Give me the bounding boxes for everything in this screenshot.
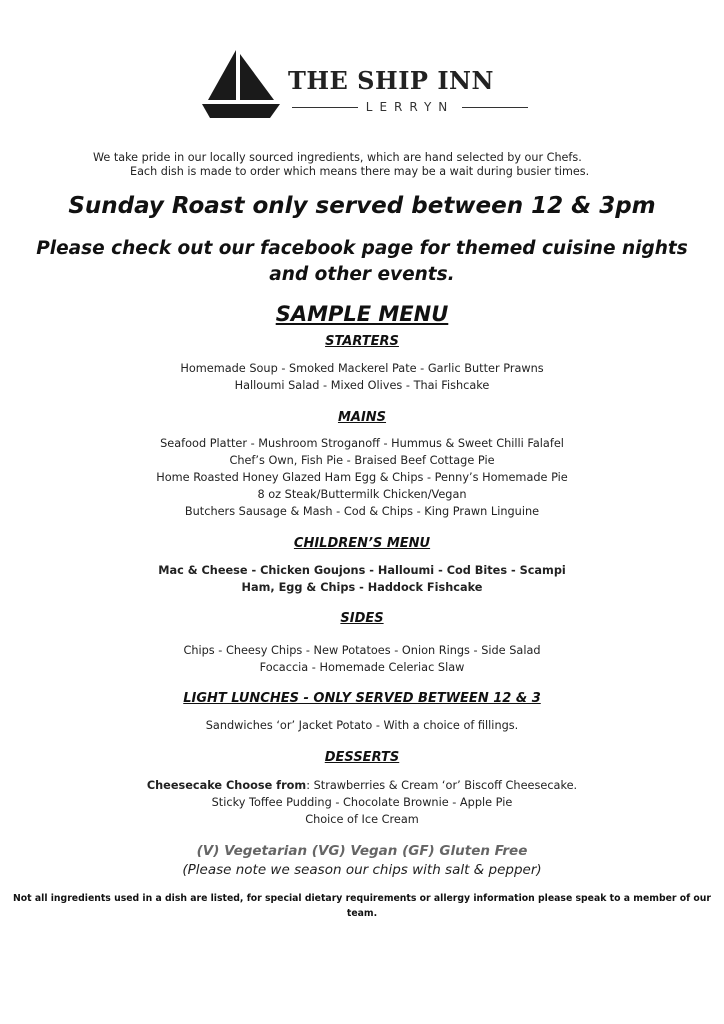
section-title-mains: MAINS — [337, 410, 387, 425]
ship-icon — [200, 48, 280, 120]
footer-line-2: team. — [346, 908, 378, 919]
menu-title: SAMPLE MENU — [275, 302, 449, 326]
desserts-items — [0, 777, 724, 828]
brand-subtitle — [292, 100, 528, 114]
section-title-starters: STARTERS — [325, 334, 399, 349]
menu-line: Focaccia - Homemade Celeriac Slaw — [259, 661, 465, 674]
children-items — [0, 562, 724, 596]
starters-items — [0, 360, 724, 394]
menu-line: Sandwiches ‘or’ Jacket Potato - With a choice of fillings. — [205, 719, 519, 732]
cheesecake-label: Cheesecake Choose from — [146, 779, 307, 792]
menu-line: Ham, Egg & Chips - Haddock Fishcake — [241, 581, 483, 594]
menu-line-cheesecake — [0, 777, 724, 794]
headline: Sunday Roast only served between 12 & 3pm — [68, 193, 656, 219]
menu-line: Homemade Soup - Smoked Mackerel Pate - Garlic Butter Prawns — [180, 362, 544, 375]
menu-line: Halloumi Salad - Mixed Olives - Thai Fishcake — [234, 379, 490, 392]
light-lunches-items — [0, 717, 724, 734]
brand-location: LERRYN — [365, 100, 455, 114]
intro-line-1: We take pride in our locally sourced ingredients, which are hand selected by our Chefs. — [93, 151, 582, 164]
menu-line: Seafood Platter - Mushroom Stroganoff - Hummus & Sweet Chilli Falafel — [160, 437, 564, 450]
notice-line-1: Please check out our facebook page for themed cuisine nights — [36, 238, 688, 259]
notice-line-2: and other events. — [269, 264, 455, 285]
menu-line: Home Roasted Honey Glazed Ham Egg & Chips - Penny’s Homemade Pie — [156, 471, 568, 484]
cheesecake-text: : Strawberries & Cream ‘or’ Biscoff Cheesecake. — [306, 779, 578, 792]
menu-line: 8 oz Steak/Buttermilk Chicken/Vegan — [257, 488, 467, 501]
menu-line: Chef’s Own, Fish Pie - Braised Beef Cottage Pie — [229, 454, 495, 467]
season-note: (Please note we season our chips with salt & pepper) — [182, 862, 542, 878]
section-title-sides: SIDES — [340, 611, 384, 626]
divider — [292, 107, 358, 108]
logo — [200, 48, 530, 122]
notice — [0, 236, 724, 288]
section-title-children: CHILDREN’S MENU — [293, 536, 431, 551]
intro-line-2: Each dish is made to order which means there may be a wait during busier times. — [130, 165, 590, 178]
sides-items — [0, 642, 724, 676]
mains-items — [0, 435, 724, 520]
section-title-light-lunches: LIGHT LUNCHES - ONLY SERVED BETWEEN 12 & 3 — [183, 691, 541, 706]
menu-line: Chips - Cheesy Chips - New Potatoes - Onion Rings - Side Salad — [183, 644, 541, 657]
menu-line: Choice of Ice Cream — [305, 813, 419, 826]
section-title-desserts: DESSERTS — [324, 750, 400, 765]
divider — [462, 107, 528, 108]
footer-line-1: Not all ingredients used in a dish are listed, for special dietary requirements or allergy information please speak to a member of our — [13, 893, 711, 904]
menu-line: Mac & Cheese - Chicken Goujons - Halloumi - Cod Bites - Scampi — [158, 564, 566, 577]
dietary-key: (V) Vegetarian (VG) Vegan (GF) Gluten Free — [196, 843, 528, 859]
menu-line: Butchers Sausage & Mash - Cod & Chips - King Prawn Linguine — [184, 505, 540, 518]
allergy-footer — [0, 891, 724, 921]
menu-line: Sticky Toffee Pudding - Chocolate Brownie - Apple Pie — [211, 796, 513, 809]
brand-name: THE SHIP INN — [288, 66, 494, 95]
